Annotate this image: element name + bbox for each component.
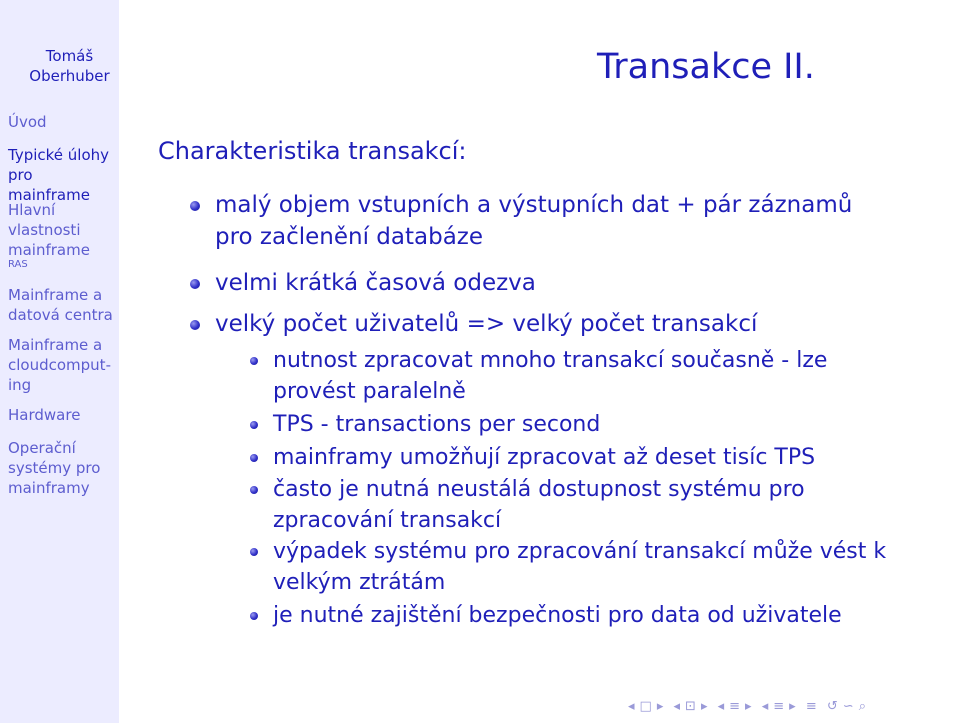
list-item-line: pro začlenění databáze (215, 224, 484, 250)
nav-prev-subsection-icon[interactable]: ◂ (717, 699, 726, 714)
sidebar-item-hlavni-vlastnosti[interactable] (8, 200, 116, 260)
list-item (215, 189, 935, 253)
nav-forward-icon[interactable]: ∽ (842, 699, 855, 714)
list-item-line: velký počet uživatelů => velký počet transakcí (215, 311, 758, 337)
nav-next-frame-icon[interactable]: ▸ (656, 699, 665, 714)
list-item-line: je nutné zajištění bezpečnosti pro data od uživatele (273, 603, 842, 628)
list-item-line: mainframy umožňují zpracovat až deset tisíc TPS (273, 445, 816, 470)
author-first-name: Tomáš (45, 47, 94, 65)
navigation-symbols (628, 699, 871, 715)
nav-back-icon[interactable]: ↺ (826, 699, 839, 714)
sidebar-item-label: Typické úlohy (8, 146, 110, 164)
list-item (215, 308, 935, 340)
list-item-line: provést paralelně (273, 379, 466, 404)
list-item-line: malý objem vstupních a výstupních dat + pár záznamů (215, 192, 853, 218)
nav-frame-icon[interactable]: □ (639, 699, 653, 714)
sub-bullet-icon (250, 454, 258, 462)
sidebar-item-datova-centra[interactable] (8, 285, 116, 325)
sidebar-item-typicke-ulohy[interactable] (8, 145, 116, 205)
sidebar-item-label: datová centra (8, 306, 113, 324)
sub-bullet-icon (250, 421, 258, 429)
sidebar-item-operacni-systemy[interactable] (8, 438, 116, 498)
sidebar-item-label: Mainframe a (8, 286, 103, 304)
sidebar-item-label: pro mainframe (8, 166, 90, 204)
sidebar-item-label: mainframe (8, 241, 90, 259)
nav-section-icon[interactable]: ≡ (773, 699, 786, 714)
bullet-icon (190, 279, 200, 289)
nav-next-section-icon[interactable]: ▸ (789, 699, 797, 714)
slide-heading: Charakteristika transakcí: (158, 137, 467, 165)
sidebar-item-label: ing (8, 376, 32, 394)
bullet-icon (190, 201, 200, 211)
list-item-line: nutnost zpracovat mnoho transakcí současně - lze (273, 348, 828, 373)
nav-next-subsection-icon[interactable]: ▸ (745, 699, 753, 714)
sidebar-item-label: Operační (8, 439, 76, 457)
sidebar-item-uvod[interactable] (8, 112, 116, 132)
list-item (215, 267, 935, 299)
sub-list-item (273, 345, 943, 407)
sidebar-subitem-ras[interactable] (8, 258, 116, 272)
sidebar-item-label: Úvod (8, 113, 47, 131)
sub-list-item (273, 600, 943, 631)
list-item-line: často je nutná neustálá dostupnost systému pro (273, 477, 805, 502)
sub-list-item (273, 442, 943, 473)
sub-bullet-icon (250, 486, 258, 494)
nav-slide-icon[interactable]: ⊡ (685, 699, 697, 714)
sub-bullet-icon (250, 357, 258, 365)
sidebar-item-hardware[interactable] (8, 405, 116, 425)
nav-document-icon[interactable]: ≡ (805, 699, 818, 714)
list-item-line: velmi krátká časová odezva (215, 270, 536, 296)
bullet-icon (190, 320, 200, 330)
sidebar-item-label: Hlavní (8, 201, 56, 219)
sidebar-item-label: Mainframe a (8, 336, 103, 354)
sub-list-item (273, 409, 943, 440)
sub-bullet-icon (250, 612, 258, 620)
slide-title: Transakce II. (597, 47, 815, 87)
author-last-name: Oberhuber (29, 67, 110, 85)
author-name (22, 46, 117, 86)
list-item-line: zpracování transakcí (273, 508, 502, 533)
list-item-line: výpadek systému pro zpracování transakcí může vést k (273, 539, 887, 564)
nav-search-icon[interactable]: ⌕ (858, 699, 867, 714)
nav-prev-slide-icon[interactable]: ◂ (673, 699, 682, 714)
nav-prev-section-icon[interactable]: ◂ (761, 699, 770, 714)
sidebar-item-label: mainframy (8, 479, 90, 497)
sidebar-item-label: RAS (8, 259, 28, 270)
sub-list-item (273, 474, 943, 536)
list-item-line: TPS - transactions per second (273, 412, 601, 437)
nav-subsection-icon[interactable]: ≡ (729, 699, 742, 714)
sidebar-item-label: cloudcomput- (8, 356, 111, 374)
sidebar-item-label: systémy pro (8, 459, 101, 477)
sub-bullet-icon (250, 548, 258, 556)
sidebar-item-label: vlastnosti (8, 221, 81, 239)
sidebar-item-cloudcomputing[interactable] (8, 335, 116, 395)
sub-list-item (273, 536, 943, 598)
sidebar-item-label: Hardware (8, 406, 81, 424)
nav-prev-frame-icon[interactable]: ◂ (628, 699, 636, 714)
list-item-line: velkým ztrátám (273, 570, 446, 595)
nav-next-slide-icon[interactable]: ▸ (700, 699, 709, 714)
